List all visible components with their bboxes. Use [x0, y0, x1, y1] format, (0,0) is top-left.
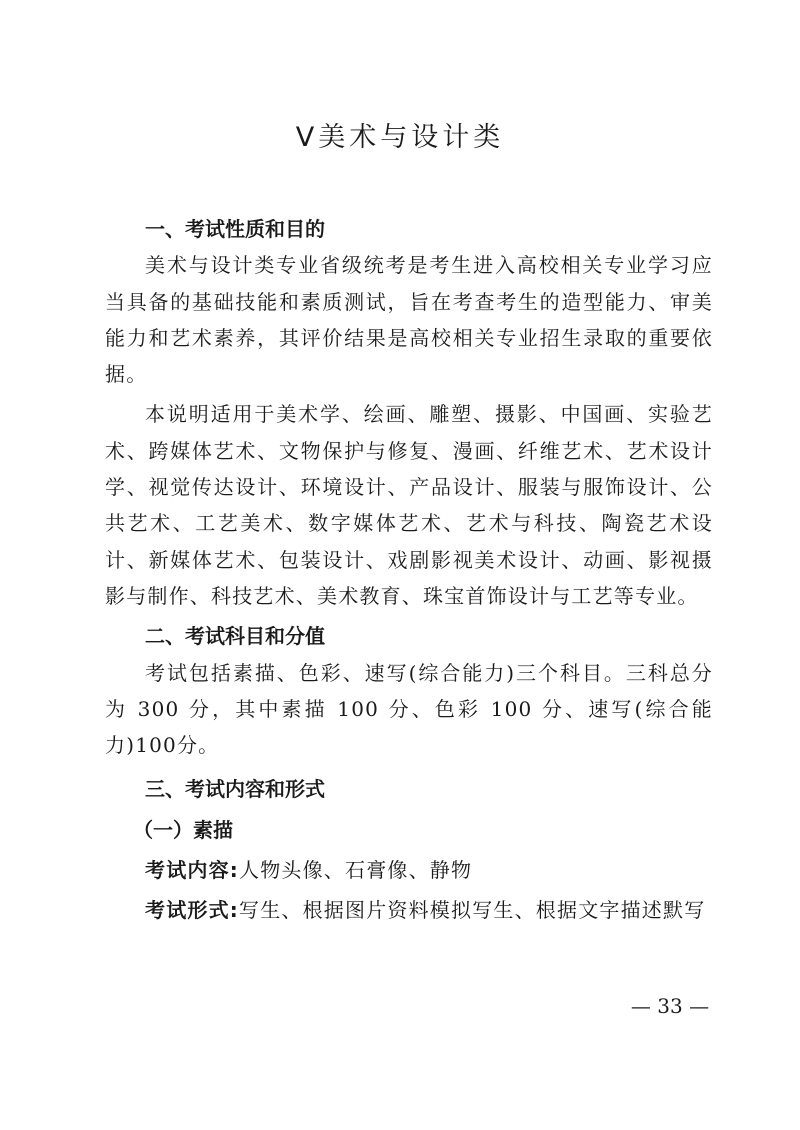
document-body [105, 211, 713, 929]
exam-content-label: 考试内容: [145, 858, 239, 883]
subsection-heading-sketch: （一）素描 [133, 817, 233, 842]
page-title: Ⅴ美术与设计类 [295, 122, 505, 153]
exam-format-label: 考试形式: [145, 898, 239, 923]
exam-content-line [105, 852, 713, 888]
section-1-paragraph-2: 本说明适用于美术学、绘画、雕塑、摄影、中国画、实验艺术、跨媒体艺术、文物保护与修复、漫画、纤维艺术、艺术设计学、视觉传达设计、环境设计、产品设计、服装与服饰设计、公共艺术、工艺美术、数字媒体艺术、艺术与科技、陶瓷艺术设计、新媒体艺术、包装设计、戏剧影视美术设计、动画、影视摄影与制作、科技艺术、美术教育、珠宝首饰设计与工艺等专业。 [105, 402, 713, 608]
section-heading-2: 二、考试科目和分值 [145, 624, 325, 649]
section-1-paragraph-1: 美术与设计类专业省级统考是考生进入高校相关专业学习应当具备的基础技能和素质测试，旨在考查考生的造型能力、审美能力和艺术素养，其评价结果是高校相关专业招生录取的重要依据。 [105, 253, 713, 387]
section-2-paragraph-1: 考试包括素描、色彩、速写(综合能力)三个科目。三科总分为 300 分，其中素描 100 分、色彩 100 分、速写(综合能力)100分。 [105, 660, 713, 758]
section-heading-3: 三、考试内容和形式 [145, 777, 325, 802]
exam-format-line [105, 892, 713, 928]
exam-format-value: 写生、根据图片资料模拟写生、根据文字描述默写 [239, 898, 706, 923]
exam-content-value: 人物头像、石膏像、静物 [239, 858, 473, 883]
section-heading-1: 一、考试性质和目的 [145, 217, 325, 241]
page-number: — 33 — [630, 994, 710, 1018]
